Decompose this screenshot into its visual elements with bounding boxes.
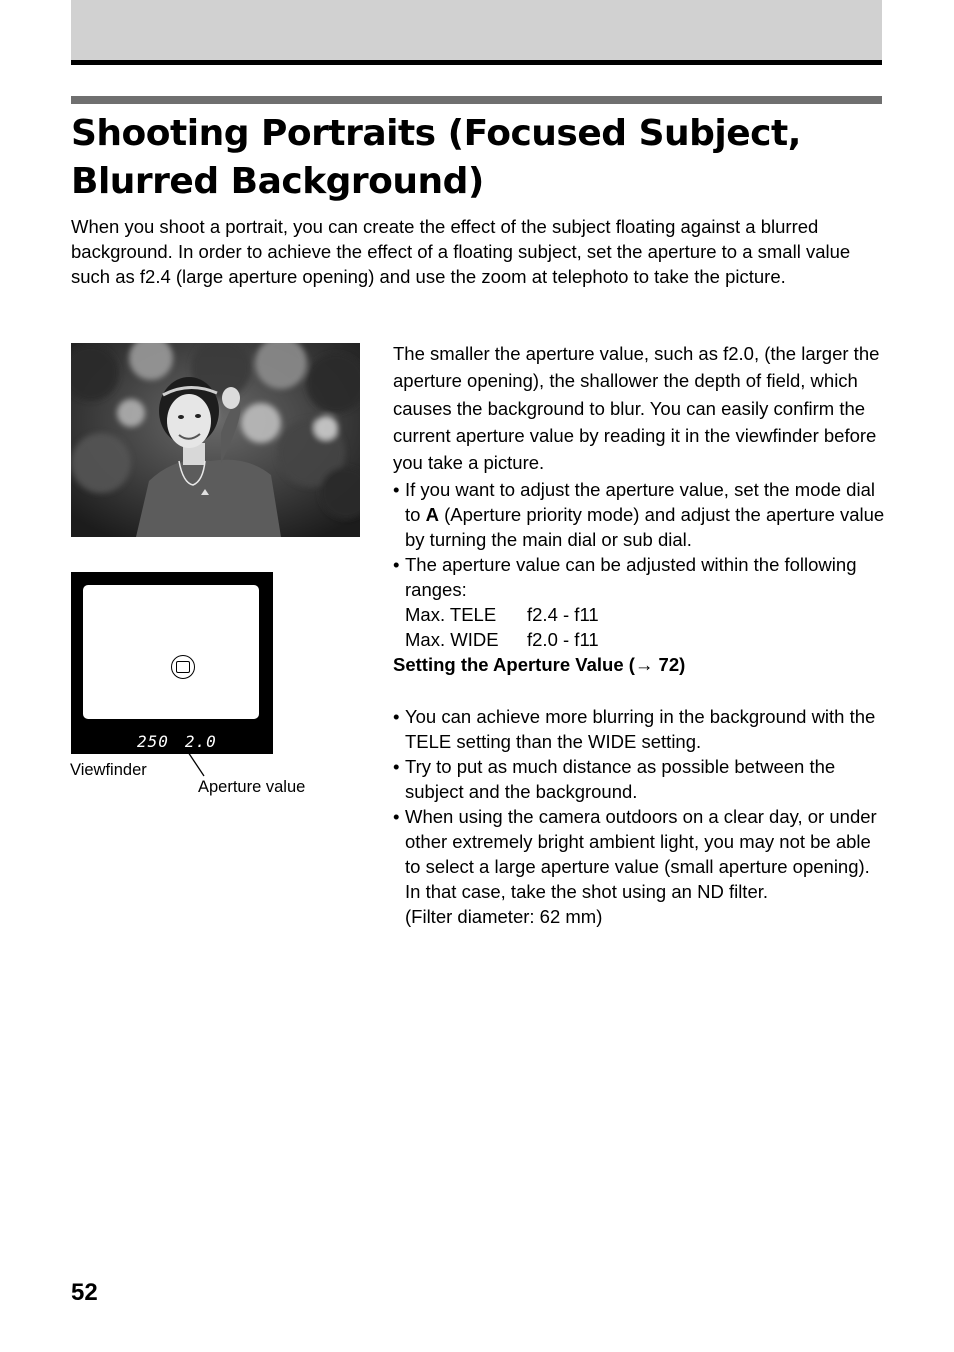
bullet3-text: You can achieve more blurring in the background with the TELE setting than the WIDE setting. xyxy=(405,706,876,752)
aperture-explanation: The smaller the aperture value, such as f2.0, (the larger the aperture opening), the shallower the depth of field, which causes the background to blur. You can easily confirm the current aperture value by reading it in the viewfinder before you take a picture. xyxy=(393,343,880,474)
viewfinder-screen xyxy=(83,585,259,719)
range-value: f2.0 - f11 xyxy=(527,629,599,650)
shutter-readout: 250 xyxy=(137,732,169,751)
viewfinder-caption: Viewfinder xyxy=(70,761,147,779)
page-title xyxy=(71,110,882,206)
list-item xyxy=(393,552,887,602)
aperture-readout: 2.0 xyxy=(184,732,217,751)
bullet1-text-start: If you want to adjust the aperture value, set the mode dial to xyxy=(405,479,875,525)
range-label: Max. WIDE xyxy=(405,629,499,650)
viewfinder-readout xyxy=(137,732,217,752)
range-row-tele xyxy=(393,602,887,627)
header-band xyxy=(71,0,882,60)
title-line-1: Shooting Portraits (Focused Subject, xyxy=(71,113,801,154)
range-value: f2.4 - f11 xyxy=(527,604,599,625)
setting-aperture-reference: Setting the Aperture Value (→ 72) xyxy=(393,654,686,675)
title-rule xyxy=(71,96,882,104)
range-label: Max. TELE xyxy=(405,604,497,625)
focus-target-icon xyxy=(171,655,195,679)
bullet-marker: • xyxy=(393,756,400,777)
range-row-wide xyxy=(393,627,887,652)
aperture-value-caption: Aperture value xyxy=(198,778,306,796)
bullet2-text: The aperture value can be adjusted within the following ranges: xyxy=(405,554,857,600)
bullet-marker: • xyxy=(393,806,400,827)
viewfinder-diagram xyxy=(71,572,273,754)
filter-diameter-note: (Filter diameter: 62 mm) xyxy=(405,906,603,927)
header-rule xyxy=(71,60,882,65)
title-line-2: Blurred Background) xyxy=(71,161,484,202)
list-item xyxy=(393,804,887,904)
portrait-photo xyxy=(71,343,360,537)
bullet-marker: • xyxy=(393,554,400,575)
intro-paragraph: When you shoot a portrait, you can create the effect of the subject floating against a blurred background. In order to achieve the effect of a floating subject, set the aperture to a small value such as f2.4 (large aperture opening) and use the zoom at telephoto to take the picture. xyxy=(71,216,851,287)
mode-a-label: A xyxy=(425,504,439,525)
list-item xyxy=(393,704,887,754)
bullet1-text-end: (Aperture priority mode) and adjust the aperture value by turning the main dial or sub dial. xyxy=(405,504,885,550)
body-column xyxy=(393,477,887,929)
bullet-marker: • xyxy=(393,706,400,727)
bullet-marker: • xyxy=(393,479,400,500)
bullet4-text: Try to put as much distance as possible between the subject and the background. xyxy=(405,756,836,802)
bullet5-text: When using the camera outdoors on a clear day, or under other extremely bright ambient light, you may not be able to select a large aperture value (small aperture opening). In that case, take the shot using an ND filter. xyxy=(405,806,877,902)
list-item xyxy=(393,477,887,552)
list-item xyxy=(393,754,887,804)
page-number: 52 xyxy=(71,1279,98,1306)
